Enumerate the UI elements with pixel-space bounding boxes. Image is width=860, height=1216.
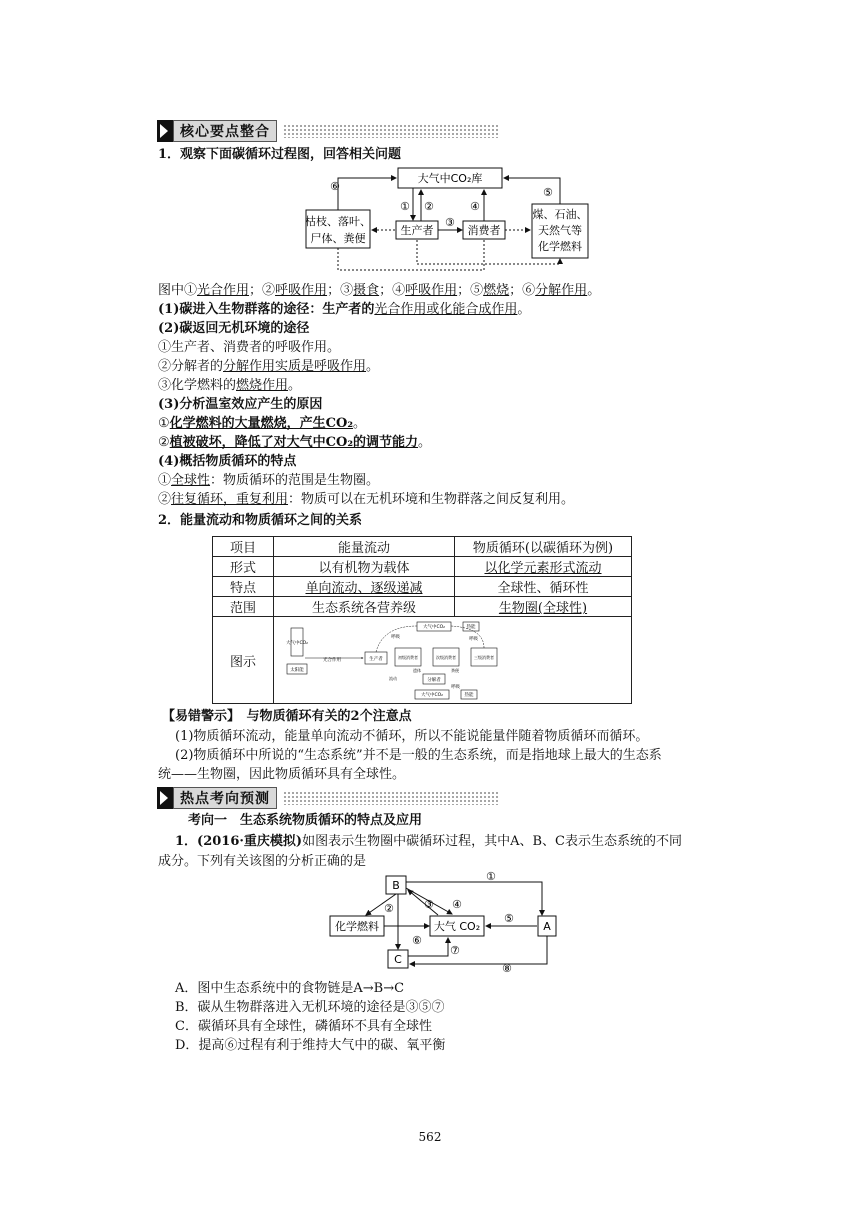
node-C-label: C: [394, 953, 402, 966]
text: 。: [587, 283, 601, 298]
mini-sun: 太阳能: [289, 668, 304, 673]
answer: 往复循环，重复利用: [171, 492, 289, 507]
fuel-label-2: 天然气等: [538, 224, 582, 237]
text: 。: [517, 302, 531, 317]
d2-num-4: ④: [452, 898, 462, 911]
num-1: ①: [400, 200, 410, 213]
d2-num-6: ⑥: [412, 934, 422, 947]
answer: 以化学元素形式流动: [484, 561, 602, 576]
answer: 全球性: [171, 473, 211, 488]
arrow-icon: [157, 120, 173, 142]
text: 如图表示生物圈中碳循环过程，其中A、B、C表示生态系统的不同: [302, 834, 682, 849]
item-1: [158, 301, 530, 319]
section-title: 核心要点整合: [173, 120, 277, 142]
d2-num-7: ⑦: [450, 944, 460, 957]
answer: 呼吸作用: [275, 283, 328, 298]
table-cell: 形式: [213, 557, 274, 577]
num-2: ②: [424, 200, 434, 213]
question-1-title: 1．观察下面碳循环过程图，回答相关问题: [158, 147, 402, 162]
table-cell: [455, 557, 632, 577]
item-4-2: [158, 491, 574, 509]
question-3-line1: [175, 833, 682, 851]
text: ②: [158, 492, 172, 507]
mini-atm-left-label: 大气中CO₂: [285, 641, 308, 646]
d2-num-1: ①: [486, 870, 496, 883]
carbon-cycle-diagram: [300, 164, 600, 276]
table-cell-diagram: [274, 617, 632, 704]
table-cell: 图示: [213, 617, 274, 704]
section-header-hot: [157, 787, 498, 809]
warning-1: (1)物质循环流动，能量单向流动不循环，所以不能说能量伴随着物质循环而循环。: [175, 729, 649, 744]
d2-num-5: ⑤: [504, 912, 514, 925]
mini-atm-top: 大气中CO₂: [422, 625, 445, 630]
text: ：物质循环的范围是生物圈。: [210, 473, 380, 488]
d2-num-3: ③: [424, 898, 434, 911]
text: 。: [418, 435, 432, 450]
d2-num-8: ⑧: [502, 962, 512, 974]
energy-matter-diagram: [283, 618, 623, 702]
item-2-2: [158, 358, 379, 376]
mini-primary: 初级消费者: [397, 655, 418, 660]
text: ②分解者的: [158, 359, 224, 374]
text: 。: [288, 378, 302, 393]
text: 。: [353, 416, 367, 431]
table-cell: 范围: [213, 597, 274, 617]
num-4: ④: [470, 200, 480, 213]
node-A-label: A: [543, 920, 551, 933]
answer: 分解作用实质是呼吸作用: [223, 359, 367, 374]
table-cell: 生态系统各营养级: [274, 597, 455, 617]
item-2-3: [158, 377, 301, 395]
text: ；⑥: [509, 283, 536, 298]
mini-resp3: 呼吸: [450, 685, 460, 690]
mini-resp1: 呼吸: [390, 635, 400, 640]
num-5: ⑤: [543, 186, 553, 199]
item-3: (3)分析温室效应产生的原因: [158, 397, 323, 412]
table-row: [213, 577, 632, 597]
topic-1-title: 考向一 生态系统物质循环的特点及应用: [188, 813, 423, 828]
detritus-label-2: 尸体、粪便: [310, 232, 366, 245]
mini-resp2: 呼吸: [468, 637, 478, 642]
text: ③化学燃料的: [158, 378, 237, 393]
text: ①: [158, 473, 172, 488]
arrow-icon: [157, 787, 173, 809]
table-header: 能量流动: [274, 537, 455, 557]
text: ①: [158, 416, 170, 431]
fuel-label-1: 煤、石油、: [532, 208, 588, 221]
item-4: (4)概括物质循环的特点: [158, 454, 297, 469]
page-number: 562: [418, 1130, 442, 1144]
mini-heat-bottom: 热能: [464, 693, 473, 698]
answer: 呼吸作用: [405, 283, 458, 298]
num-3: ③: [445, 216, 455, 229]
arrow-6: [338, 178, 396, 210]
answer: 光合作用: [197, 283, 250, 298]
item-3-1: [158, 415, 366, 433]
arrow-8: [410, 936, 547, 964]
answer: 燃烧: [483, 283, 510, 298]
figure-legend: [158, 282, 600, 300]
answer: 生物圈(全球性): [498, 601, 588, 616]
item-3-2: [158, 434, 431, 452]
node-atm-label: 大气 CO₂: [433, 920, 481, 933]
mini-secondary: 次级消费者: [435, 655, 456, 660]
biosphere-carbon-diagram: [326, 868, 558, 974]
table-header: 项目: [213, 537, 274, 557]
node-fuel-label: 化学燃料: [335, 920, 379, 933]
mini-feces: 粪便: [450, 668, 459, 673]
warning-title: [162, 708, 412, 726]
num-6: ⑥: [330, 180, 340, 193]
text: 【易错警示】: [162, 709, 234, 724]
text: ：物质可以在无机环境和生物群落之间反复利用。: [288, 492, 575, 507]
text: 与物质循环有关的2个注意点: [246, 709, 412, 724]
answer: 燃烧作用: [236, 378, 289, 393]
answer: 光合作用或化能合成作用: [374, 302, 518, 317]
text: (1)碳进入生物群落的途径：生产者的: [158, 302, 375, 317]
comparison-table: [212, 536, 632, 704]
text: ；⑤: [457, 283, 484, 298]
atmosphere-label: 大气中CO₂库: [417, 172, 483, 185]
warning-2a: (2)物质循环中所说的“生态系统”并不是一般的生态系统，而是指地球上最大的生态系: [175, 748, 662, 763]
dotted-rule: [283, 791, 498, 805]
mini-flow: 流动: [388, 676, 397, 681]
text: 图中①: [158, 283, 198, 298]
table-row: [213, 617, 632, 704]
answer: 化学燃料的大量燃烧，产生CO₂: [169, 416, 354, 431]
table-cell: [455, 597, 632, 617]
answer: 分解作用: [535, 283, 588, 298]
table-row: [213, 597, 632, 617]
answer: 植被破坏，降低了对大气中CO₂的调节能力: [169, 435, 419, 450]
mini-producer: 生产者: [368, 657, 383, 662]
table-row: [213, 537, 632, 557]
text: ②: [158, 435, 170, 450]
option-c: C．碳循环具有全球性，磷循环不具有全球性: [175, 1019, 432, 1034]
warning-2b: 统——生物圈，因此物质循环具有全球性。: [158, 767, 406, 782]
question-2-title: 2．能量流动和物质循环之间的关系: [158, 513, 363, 528]
dotted-rule: [283, 124, 498, 138]
item-2-1: ①生产者、消费者的呼吸作用。: [158, 340, 341, 355]
producer-label: 生产者: [400, 224, 434, 237]
text: ；④: [379, 283, 406, 298]
mini-decomposer: 分解者: [426, 678, 441, 683]
table-cell: [274, 577, 455, 597]
item-4-1: [158, 472, 379, 490]
answer: 单向流动、逐级递减: [305, 581, 423, 596]
item-2: (2)碳返回无机环境的途径: [158, 321, 310, 336]
answer: 摄食: [353, 283, 380, 298]
detritus-label-1: 枯枝、落叶、: [305, 215, 371, 228]
table-cell: 以有机物为载体: [274, 557, 455, 577]
section-title: 热点考向预测: [173, 787, 277, 809]
table-header: 物质循环(以碳循环为例): [455, 537, 632, 557]
option-b: B．碳从生物群落进入无机环境的途径是③⑤⑦: [175, 1000, 445, 1015]
d2-num-2: ②: [384, 902, 394, 915]
table-cell: 全球性、循环性: [455, 577, 632, 597]
mini-heat-top: 热能: [466, 625, 475, 630]
table-cell: 特点: [213, 577, 274, 597]
fuel-label-3: 化学燃料: [538, 240, 582, 253]
mini-remains: 遗体: [412, 668, 421, 673]
text: ；③: [327, 283, 354, 298]
mini-photo: 光合作用: [322, 658, 341, 663]
text: 1．(2016·重庆模拟): [175, 834, 303, 849]
text: 。: [366, 359, 380, 374]
text: ；②: [249, 283, 276, 298]
section-header-core: [157, 120, 498, 142]
consumer-label: 消费者: [467, 224, 501, 237]
node-B-label: B: [392, 879, 400, 892]
mini-atm-bottom: 大气中CO₂: [420, 693, 443, 698]
question-3-line2: 成分。下列有关该图的分析正确的是: [158, 854, 367, 869]
option-d: D．提高⑥过程有利于维持大气中的碳、氧平衡: [175, 1038, 446, 1053]
option-a: A．图中生态系统中的食物链是A→B→C: [175, 981, 405, 996]
mini-tertiary: 三级消费者: [473, 655, 494, 660]
table-row: [213, 557, 632, 577]
